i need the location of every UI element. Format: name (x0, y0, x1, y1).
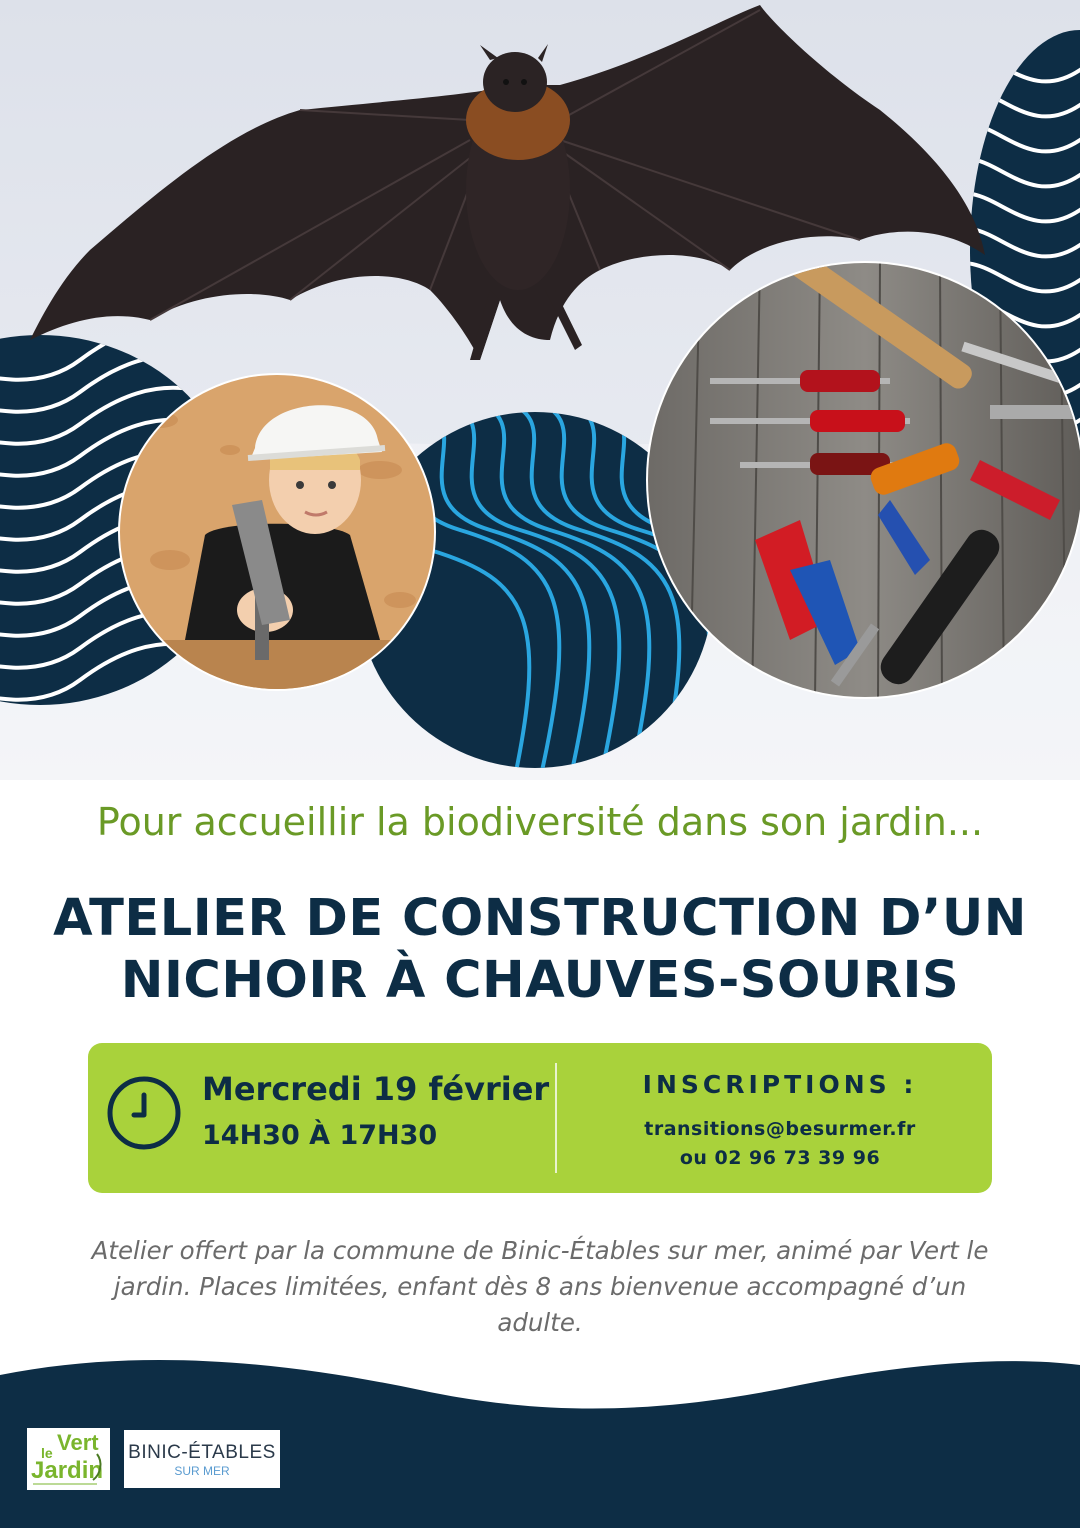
event-title-line2: NICHOIR À CHAUVES-SOURIS (120, 951, 960, 1010)
info-divider (555, 1063, 557, 1173)
clock-icon (106, 1075, 182, 1151)
svg-text:le: le (41, 1445, 53, 1461)
svg-text:Jardin: Jardin (31, 1457, 104, 1484)
event-time: 14H30 À 17H30 (202, 1120, 438, 1151)
event-date: Mercredi 19 février (202, 1070, 550, 1108)
binic-etables-logo (124, 1430, 280, 1488)
inscriptions-title: INSCRIPTIONS : (642, 1070, 918, 1099)
event-title (40, 888, 1040, 1012)
binic-logo-line2: SUR MER (174, 1464, 230, 1478)
inscriptions-phone[interactable]: ou 02 96 73 39 96 (679, 1147, 881, 1169)
vert-le-jardin-logo (27, 1428, 110, 1490)
svg-text:Vert: Vert (57, 1430, 99, 1455)
binic-logo-line1: BINIC-ÉTABLES (128, 1442, 276, 1463)
event-description: Atelier offert par la commune de Binic-Étables sur mer, animé par Vert le jardin. Places limitées, enfant dès 8 ans bienvenue accompagné d’un adulte. (91, 1236, 989, 1337)
event-title-line1: ATELIER DE CONSTRUCTION D’UN (53, 889, 1027, 948)
inscriptions-email[interactable]: transitions@besurmer.fr (644, 1118, 916, 1140)
tagline: Pour accueillir la biodiversité dans son jardin... (96, 800, 984, 844)
